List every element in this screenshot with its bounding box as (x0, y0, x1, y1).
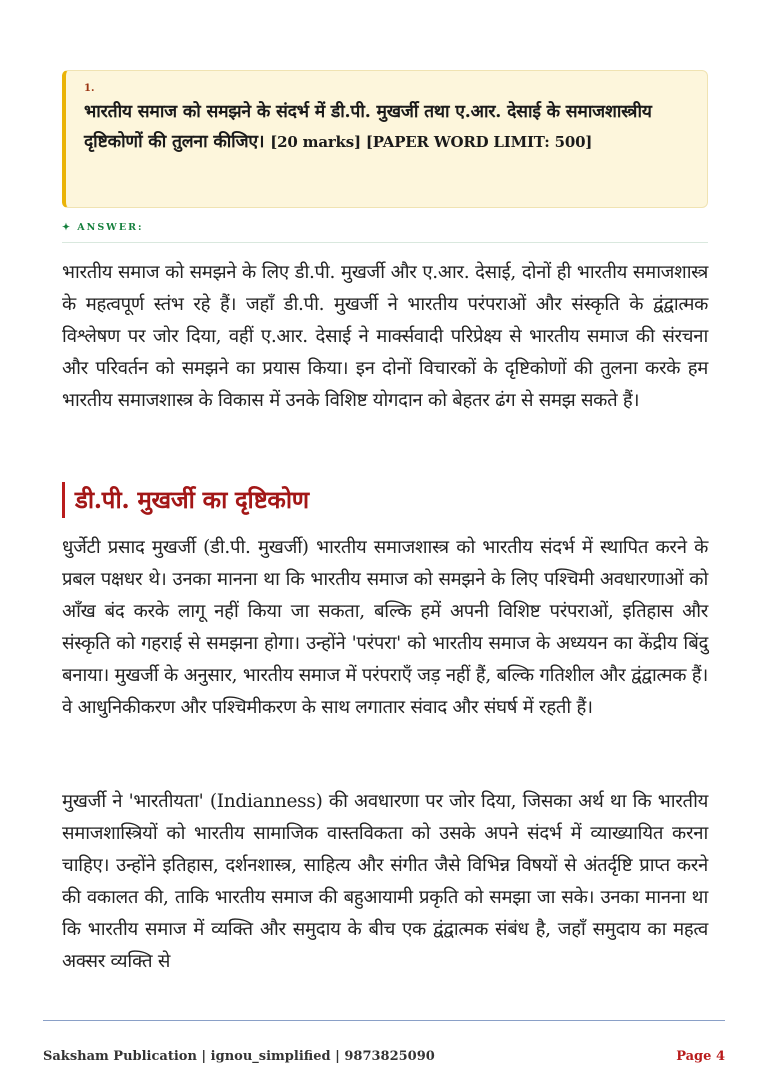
footer-publisher: Saksham Publication | ignou_simplified | 9873825090 (43, 1049, 435, 1064)
body-paragraph: धुर्जेटी प्रसाद मुखर्जी (डी.पी. मुखर्जी) भारतीय समाजशास्त्र को भारतीय संदर्भ में स्थापित करने के प्रबल पक्षधर थे। उनका मानना था कि भारतीय समाज को समझने के लिए पश्चिमी अवधारणाओं को आँख बंद करके लागू नहीं किया जा सकता, बल्कि हमें अपनी विशिष्ट परंपराओं, इतिहास और संस्कृति को गहराई से समझना होगा। उन्होंने 'परंपरा' को भारतीय समाज के अध्ययन का केंद्रीय बिंदु बनाया। मुखर्जी के अनुसार, भारतीय समाज में परंपराएँ जड़ नहीं हैं, बल्कि गतिशील और द्वंद्वात्मक हैं। वे आधुनिकीकरण और पश्चिमीकरण के साथ लगातार संवाद और संघर्ष में रहती हैं। (62, 537, 708, 718)
question-number: 1. (84, 83, 95, 94)
page-number: Page 4 (676, 1049, 725, 1064)
question-text-block (84, 97, 691, 157)
question-box (62, 70, 708, 208)
question-text: भारतीय समाज को समझने के संदर्भ में डी.पी. मुखर्जी तथा ए.आर. देसाई के समाजशास्त्रीय दृष्टिकोणों की तुलना कीजिए। (84, 102, 652, 152)
answer-divider (62, 242, 708, 243)
body-paragraph: मुखर्जी ने 'भारतीयता' (Indianness) की अवधारणा पर जोर दिया, जिसका अर्थ था कि भारतीय समाजशास्त्रियों को भारतीय सामाजिक वास्तविकता को उसके अपने संदर्भ में व्याख्यायित करना चाहिए। उन्होंने इतिहास, दर्शनशास्त्र, साहित्य और संगीत जैसे विभिन्न विषयों से अंतर्दृष्टि प्राप्त करने की वकालत की, ताकि भारतीय समाज की बहुआयामी प्रकृति को समझा जा सके। उनका मानना था कि भारतीय समाज में व्यक्ति और समुदाय के बीच एक द्वंद्वात्मक संबंध है, जहाँ समुदाय का महत्व अक्सर व्यक्ति से (62, 791, 708, 972)
footer-divider (43, 1020, 725, 1021)
intro-paragraph: भारतीय समाज को समझने के लिए डी.पी. मुखर्जी और ए.आर. देसाई, दोनों ही भारतीय समाजशास्त्र के महत्वपूर्ण स्तंभ रहे हैं। जहाँ डी.पी. मुखर्जी ने भारतीय परंपराओं और संस्कृति के द्वंद्वात्मक विश्लेषण पर जोर दिया, वहीं ए.आर. देसाई ने मार्क्सवादी परिप्रेक्ष्य से भारतीय समाज की संरचना और परिवर्तन को समझने का प्रयास किया। इन दोनों विचारकों के दृष्टिकोणों की तुलना करके हम भारतीय समाजशास्त्र के विकास में उनके विशिष्ट योगदान को बेहतर ढंग से समझ सकते हैं। (62, 262, 708, 411)
answer-label: ✦ ANSWER: (62, 222, 144, 233)
question-marks: [20 marks] [PAPER WORD LIMIT: 500] (270, 133, 593, 151)
section-heading: डी.पी. मुखर्जी का दृष्टिकोण (62, 482, 309, 518)
